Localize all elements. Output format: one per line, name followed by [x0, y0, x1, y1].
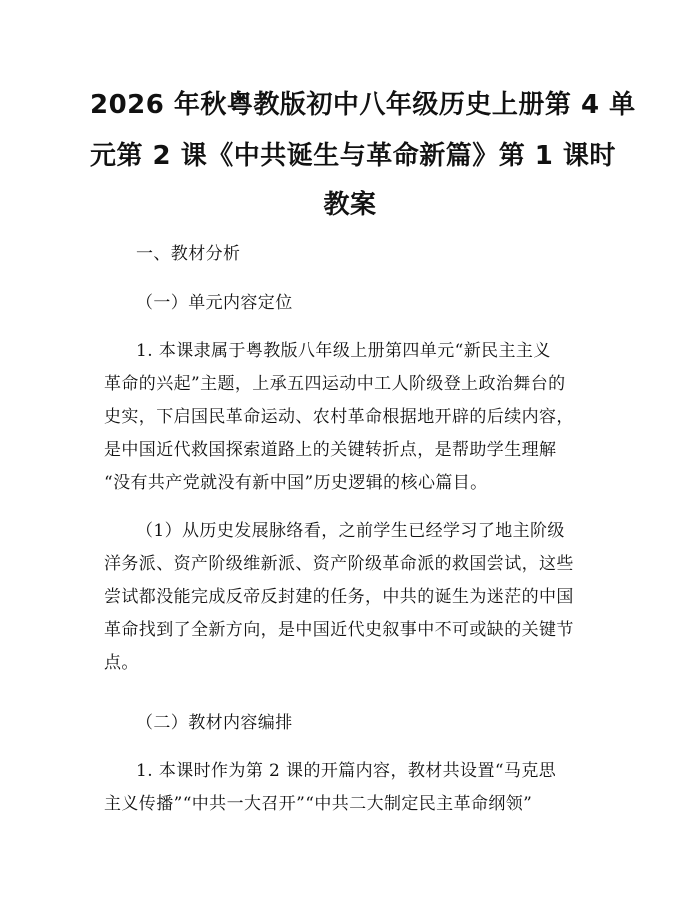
paragraph-2-line-2: 洋务派、资产阶级维新派、资产阶级革命派的救国尝试，这些: [104, 554, 574, 574]
document-title-line-2: 元第 2 课《中共诞生与革命新篇》第 1 课时: [90, 141, 616, 171]
paragraph-1-line-5: “没有共产党就没有新中国”历史逻辑的核心篇目。: [104, 473, 488, 493]
paragraph-1-line-1: 1. 本课隶属于粤教版八年级上册第四单元“新民主主义: [136, 341, 551, 361]
paragraph-1-line-4: 是中国近代救国探索道路上的关键转折点，是帮助学生理解: [104, 440, 557, 460]
paragraph-2-line-4: 革命找到了全新方向，是中国近代史叙事中不可或缺的关键节: [104, 620, 574, 640]
document-title-line-1: 2026 年秋粤教版初中八年级历史上册第 4 单: [90, 90, 636, 120]
paragraph-2-line-3: 尝试都没能完成反帝反封建的任务，中共的诞生为迷茫的中国: [104, 587, 574, 607]
paragraph-1-line-2: 革命的兴起”主题，上承五四运动中工人阶级登上政治舞台的: [104, 374, 566, 394]
section-heading-analysis: 一、教材分析: [136, 244, 241, 264]
document-title-line-3: 教案: [323, 190, 377, 220]
subsection-heading-unit-position: （一）单元内容定位: [136, 293, 293, 313]
paragraph-2-line-1: （1）从历史发展脉络看，之前学生已经学习了地主阶级: [136, 521, 565, 541]
paragraph-3-line-2: 主义传播”“中共一大召开”“中共二大制定民主革命纲领”: [104, 794, 533, 814]
paragraph-3-line-1: 1. 本课时作为第 2 课的开篇内容，教材共设置“马克思: [136, 761, 557, 781]
subsection-heading-content-arrangement: （二）教材内容编排: [136, 713, 293, 733]
paragraph-2-line-5: 点。: [104, 653, 139, 673]
paragraph-1-line-3: 史实，下启国民革命运动、农村革命根据地开辟的后续内容，: [104, 407, 574, 427]
